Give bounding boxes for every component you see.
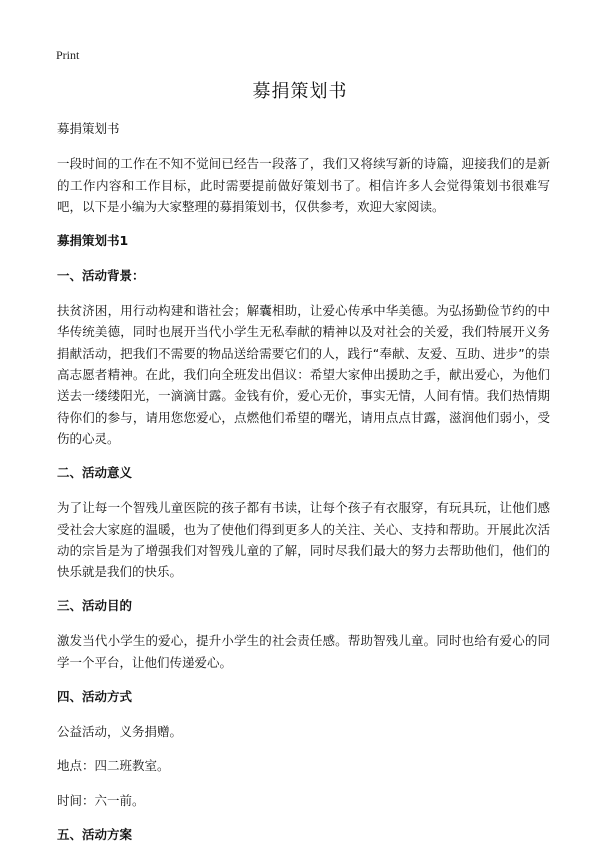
page-title: 募捐策划书 xyxy=(252,81,348,102)
heading-plan: 五、活动方案 xyxy=(57,826,133,842)
article-body xyxy=(57,118,550,859)
intro-paragraph: 一段时间的工作在不知不觉间已经告一段落了，我们又将续写新的诗篇，迎接我们的是新的工作内容和工作目标，此时需要提前做好策划书了。相信许多人会觉得策划书很难写吧，以下是小编为大家整理的募捐策划书，仅供参考，欢迎大家阅读。 xyxy=(57,156,550,214)
paragraph-location: 地点：四二班教室。 xyxy=(57,758,170,774)
paragraph-method: 公益活动，义务捐赠。 xyxy=(57,724,183,740)
heading-significance: 二、活动意义 xyxy=(57,465,133,481)
paragraph-background: 扶贫济困，用行动构建和谐社会；解囊相助，让爱心传承中华美德。为弘扬勤俭节约的中华传统美德，同时也展开当代小学生无私奉献的精神以及对社会的关爱，我们特展开义务捐献活动，把我们不需要的物品送给需要它们的人，践行“奉献、友爱、互助、进步”的崇高志愿者精神。在此，我们向全班发出倡议：希望大家伸出援助之手，献出爱心，为他们送去一缕缕阳光，一滴滴甘露。金钱有价，爱心无价，事实无情，人间有情。我们热情期待你们的参与，请用您您爱心，点燃他们希望的曙光，请用点点甘露，滋润他们弱小，受伤的心灵。 xyxy=(57,303,550,446)
print-link[interactable]: Print xyxy=(56,48,80,62)
paragraph-significance: 为了让每一个智残儿童医院的孩子都有书读，让每个孩子有衣服穿，有玩具玩，让他们感受社会大家庭的温暖，也为了使他们得到更多人的关注、关心、支持和帮助。开展此次活动的宗旨是为了增强我们对智残儿童的了解，同时尽我们最大的努力去帮助他们，他们的快乐就是我们的快乐。 xyxy=(57,500,550,580)
article-subtitle: 募捐策划书 xyxy=(57,121,120,136)
heading-purpose: 三、活动目的 xyxy=(57,598,133,614)
heading-method: 四、活动方式 xyxy=(57,689,133,705)
heading-background: 一、活动背景： xyxy=(57,268,145,284)
section-title: 募捐策划书1 xyxy=(57,233,129,249)
paragraph-time: 时间：六一前。 xyxy=(57,792,145,808)
paragraph-purpose: 激发当代小学生的爱心，提升小学生的社会责任感。帮助智残儿童。同时也给有爱心的同学一个平台，让他们传递爱心。 xyxy=(57,633,550,670)
